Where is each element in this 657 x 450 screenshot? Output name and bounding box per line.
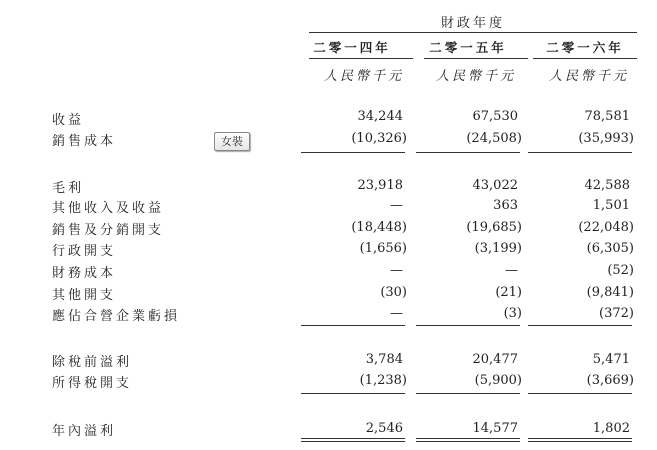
row-label-profit-before-tax: 除稅前溢利 — [52, 355, 133, 370]
column-year-2015: 二零一五年 — [429, 40, 507, 55]
row-label-gross-profit: 毛利 — [52, 181, 85, 196]
cell-revenue-2015: 67,530 — [472, 109, 518, 124]
subtotal-rule — [528, 152, 632, 153]
cell-profit-before-tax-2014: 3,784 — [365, 352, 403, 367]
cell-finance-costs-2014: — — [390, 263, 403, 278]
cell-gross-profit-2014: 23,918 — [357, 178, 403, 193]
row-label-profit-for-year: 年內溢利 — [52, 424, 117, 439]
row-label-other-expenses: 其他開支 — [52, 288, 117, 303]
cell-finance-costs-2015: — — [505, 263, 518, 278]
column-unit-2016: 人民幣千元 — [548, 69, 629, 84]
cell-cost-of-sales-2016: (35,993) — [578, 131, 634, 146]
cell-profit-before-tax-2015: 20,477 — [472, 352, 518, 367]
column-year-2016: 二零一六年 — [546, 40, 624, 55]
row-label-income-tax: 所得稅開支 — [52, 376, 133, 391]
cell-gross-profit-2016: 42,588 — [584, 178, 630, 193]
cell-income-tax-2014: (1,238) — [359, 373, 407, 388]
column-underline — [533, 58, 637, 59]
cell-administrative-2015: (3,199) — [474, 241, 522, 256]
total-double-rule — [301, 438, 405, 442]
cell-other-expenses-2014: (30) — [380, 285, 407, 300]
subtotal-rule — [301, 325, 405, 326]
column-underline — [309, 58, 413, 59]
row-label-selling-distribution: 銷售及分銷開支 — [52, 223, 165, 238]
cell-other-expenses-2016: (9,841) — [586, 285, 634, 300]
cell-gross-profit-2015: 43,022 — [472, 178, 518, 193]
column-underline — [424, 58, 528, 59]
total-double-rule — [528, 438, 632, 442]
cell-cost-of-sales-2014: (10,326) — [351, 131, 407, 146]
subtotal-rule — [301, 152, 405, 153]
row-label-finance-costs: 財務成本 — [52, 266, 117, 281]
cell-profit-for-year-2014: 2,546 — [365, 421, 403, 436]
subtotal-rule — [416, 325, 520, 326]
cell-jv-losses-2014: — — [390, 306, 403, 321]
subtotal-rule — [528, 393, 632, 394]
cell-other-income-2015: 363 — [493, 198, 518, 213]
womenswear-tag-button[interactable]: 女裝 — [214, 132, 250, 151]
subtotal-rule — [301, 393, 405, 394]
subtotal-rule — [416, 152, 520, 153]
cell-income-tax-2015: (5,900) — [474, 373, 522, 388]
cell-other-income-2016: 1,501 — [592, 198, 630, 213]
cell-finance-costs-2016: (52) — [607, 263, 634, 278]
row-label-jv-losses: 應佔合營企業虧損 — [52, 309, 181, 324]
cell-administrative-2014: (1,656) — [359, 241, 407, 256]
subtotal-rule — [416, 393, 520, 394]
cell-jv-losses-2016: (372) — [599, 306, 634, 321]
column-year-2014: 二零一四年 — [313, 40, 391, 55]
cell-other-income-2014: — — [390, 198, 403, 213]
cell-cost-of-sales-2015: (24,508) — [466, 131, 522, 146]
cell-jv-losses-2015: (3) — [503, 306, 522, 321]
cell-selling-distribution-2014: (18,448) — [351, 220, 407, 235]
cell-profit-for-year-2016: 1,802 — [592, 421, 630, 436]
cell-revenue-2014: 34,244 — [357, 109, 403, 124]
row-label-administrative: 行政開支 — [52, 244, 117, 259]
subtotal-rule — [528, 325, 632, 326]
cell-profit-for-year-2015: 14,577 — [472, 421, 518, 436]
cell-administrative-2016: (6,305) — [586, 241, 634, 256]
heading-underline — [309, 32, 637, 33]
total-double-rule — [416, 438, 520, 442]
cell-income-tax-2016: (3,669) — [586, 373, 634, 388]
column-unit-2015: 人民幣千元 — [435, 69, 516, 84]
fiscal-year-heading: 財政年度 — [440, 16, 505, 31]
column-unit-2014: 人民幣千元 — [323, 69, 404, 84]
row-label-revenue: 收益 — [52, 113, 85, 128]
row-label-cost-of-sales: 銷售成本 — [52, 134, 117, 149]
cell-selling-distribution-2015: (19,685) — [466, 220, 522, 235]
cell-other-expenses-2015: (21) — [495, 285, 522, 300]
cell-selling-distribution-2016: (22,048) — [578, 220, 634, 235]
cell-profit-before-tax-2016: 5,471 — [592, 352, 630, 367]
row-label-other-income: 其他收入及收益 — [52, 201, 165, 216]
cell-revenue-2016: 78,581 — [584, 109, 630, 124]
